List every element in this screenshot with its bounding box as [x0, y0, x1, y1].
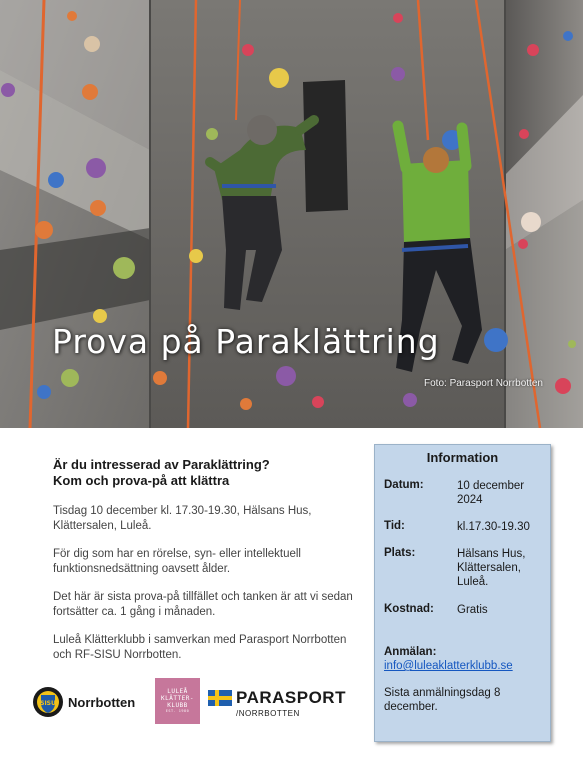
time-label: Tid: [384, 520, 405, 532]
registration-email-link[interactable]: info@luleaklatterklubb.se [384, 660, 513, 672]
parasport-subline: /NORRBOTTEN [236, 709, 300, 718]
cost-label: Kostnad: [384, 603, 434, 615]
swedish-flag-icon [208, 690, 232, 706]
date-value: 10 december 2024 [457, 480, 525, 506]
information-title: Information [426, 450, 499, 465]
organizers-paragraph: Luleå Klätterklubb i samverkan med Parasport Norrbotten och RF-SISU Norrbotten. [53, 634, 347, 661]
place-value: Hälsans Hus, Klättersalen, Luleå. [457, 548, 526, 588]
date-label: Datum: [384, 479, 424, 491]
klubb-est: EST. 1980 [165, 709, 190, 713]
place-label: Plats: [384, 547, 416, 559]
intro-heading-line1: Är du intresserad av Paraklättring? [53, 457, 270, 472]
lulea-klatterklubb-logo [155, 678, 200, 724]
cost-value: Gratis [457, 604, 488, 616]
frequency-paragraph: Det här är sista prova-på tillfället och tanken är att vi sedan fortsätter ca. 1 gång i månaden. [53, 591, 353, 618]
klubb-line2: KLÄTTER- [161, 695, 194, 702]
klubb-line1: LULEÅ [167, 688, 188, 695]
parasport-wordmark: PARASPORT [236, 688, 346, 707]
partner-logos [32, 676, 346, 726]
sisu-mark-text: SISU [40, 700, 56, 707]
rf-sisu-norrbotten-logo [32, 686, 135, 718]
intro-heading-line2: Kom och prova-på att klättra [53, 473, 230, 488]
poster-title: Prova på Paraklättring [52, 322, 440, 361]
audience-paragraph: För dig som har en rörelse, syn- eller intellektuell funktionsnedsättning oavsett ålder. [53, 548, 301, 575]
intro-heading [53, 457, 365, 489]
time-value: kl.17.30-19.30 [457, 521, 530, 533]
registration-deadline: Sista anmälningsdag 8 december. [384, 687, 501, 713]
event-time-paragraph: Tisdag 10 december kl. 17.30-19.30, Hälsans Hus, Klättersalen, Luleå. [53, 505, 312, 532]
intro-section [53, 457, 365, 676]
klubb-line3: KLUBB [167, 702, 188, 709]
information-box [374, 444, 551, 742]
norrbotten-wordmark: Norrbotten [68, 694, 136, 710]
photo-credit: Foto: Parasport Norrbotten [424, 378, 543, 389]
registration-label: Anmälan: [384, 646, 437, 658]
registration-block [384, 645, 513, 673]
sisu-emblem-icon [32, 686, 64, 718]
